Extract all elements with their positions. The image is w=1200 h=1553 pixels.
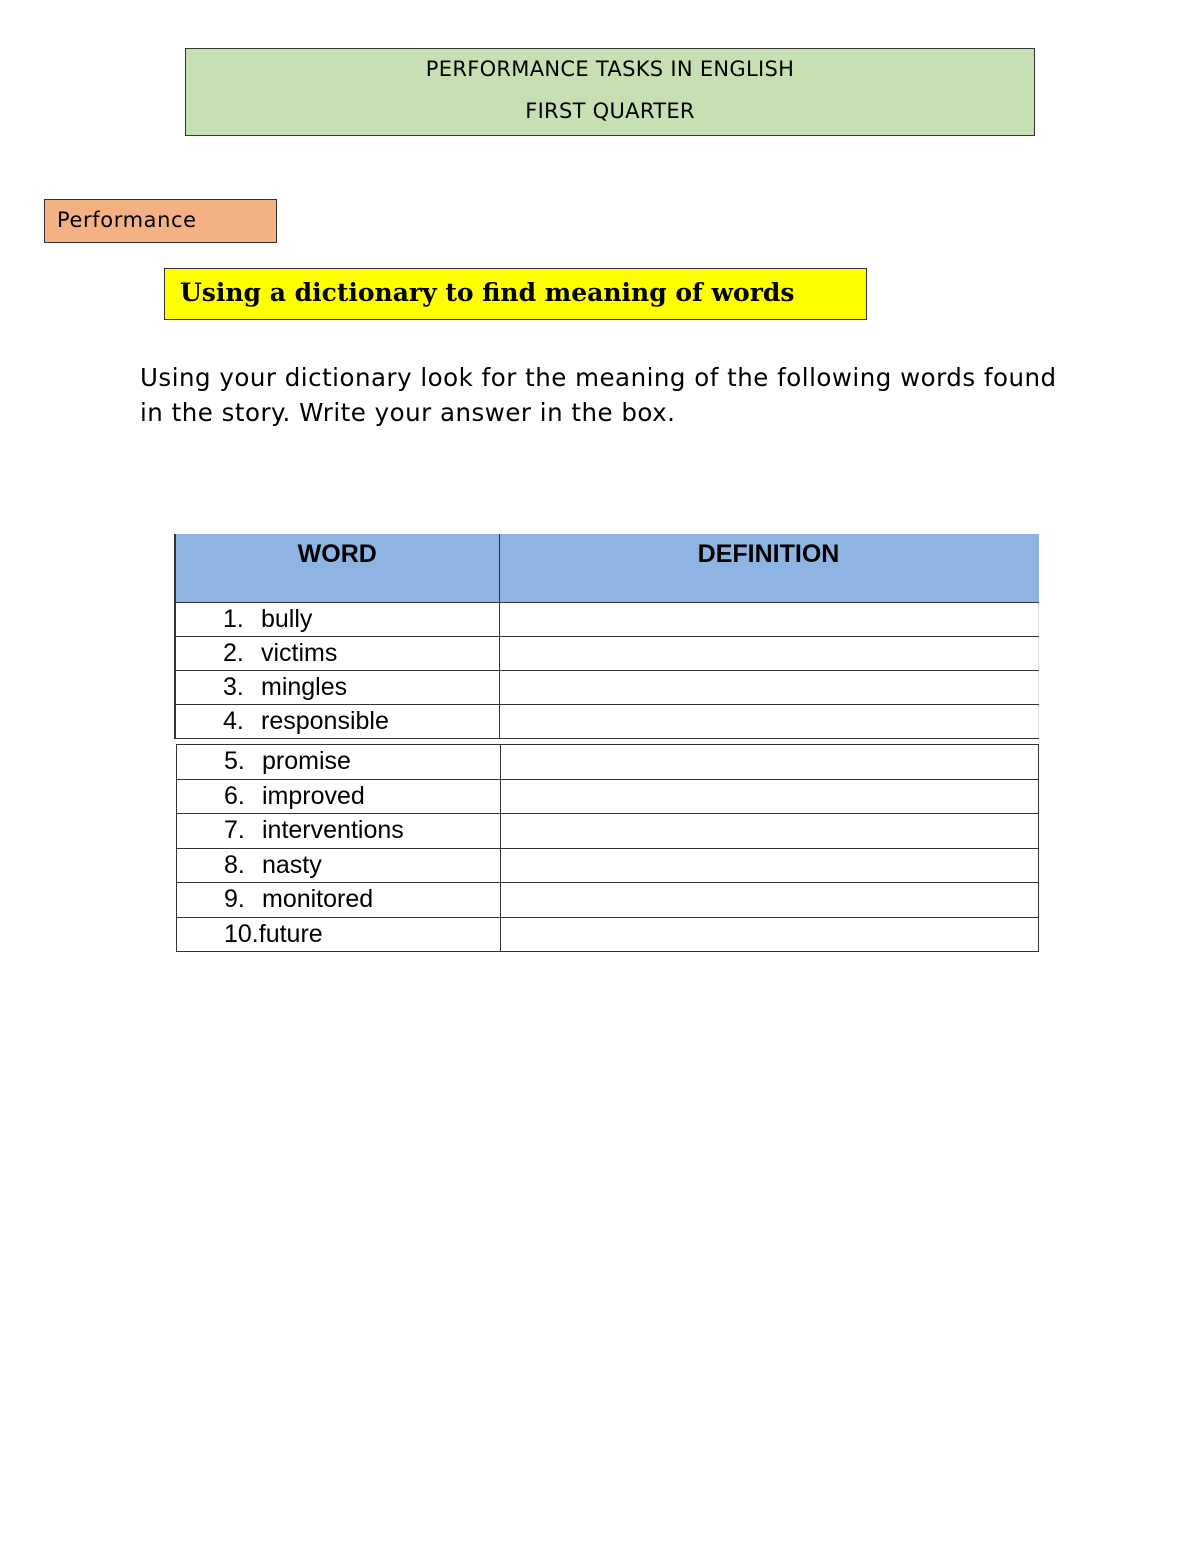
vocabulary-table-part-1 (174, 534, 1039, 739)
word-text: improved (262, 781, 365, 810)
definition-cell[interactable] (499, 671, 1038, 705)
word-cell (175, 671, 499, 705)
header-subtitle: FIRST QUARTER (525, 99, 695, 123)
item-number: 8. (224, 850, 245, 879)
word-text: mingles (261, 673, 348, 701)
item-number: 6. (224, 781, 245, 810)
definition-cell[interactable] (499, 603, 1038, 637)
word-cell (177, 745, 501, 780)
word-text: nasty (262, 850, 322, 879)
word-cell (177, 779, 501, 814)
table-header-row (175, 535, 1038, 603)
item-number: 3. (223, 673, 244, 701)
worksheet-header (185, 48, 1035, 136)
word-text: bully (261, 605, 313, 633)
word-cell (175, 705, 499, 739)
word-text: responsible (261, 707, 389, 735)
word-text: monitored (262, 885, 374, 914)
item-number: 5. (224, 747, 245, 776)
word-cell (177, 814, 501, 849)
word-cell (177, 883, 501, 918)
word-cell (175, 637, 499, 671)
task-title: Using a dictionary to find meaning of words (164, 268, 867, 320)
section-label: Performance (44, 199, 277, 243)
table-row (175, 705, 1038, 739)
definition-cell[interactable] (501, 814, 1039, 849)
word-text: victims (261, 639, 338, 667)
word-cell (177, 848, 501, 883)
item-number: 4. (223, 707, 244, 735)
table-row (175, 603, 1038, 637)
definition-cell[interactable] (501, 883, 1039, 918)
table-row (177, 779, 1039, 814)
item-number: 2. (223, 639, 244, 667)
word-text: future (258, 919, 323, 948)
word-cell (175, 603, 499, 637)
table-row (177, 848, 1039, 883)
word-text: promise (262, 747, 351, 776)
table-row (177, 814, 1039, 849)
instructions-text: Using your dictionary look for the meaning of the following words found in the story. Write your answer in the box. (140, 363, 1057, 427)
definition-cell[interactable] (501, 745, 1039, 780)
item-number: 1. (223, 605, 244, 633)
table-row (175, 671, 1038, 705)
word-text: interventions (262, 816, 404, 845)
item-number: 9. (224, 885, 245, 914)
definition-cell[interactable] (501, 848, 1039, 883)
word-cell (177, 917, 501, 952)
item-number: 7. (224, 816, 245, 845)
vocabulary-table-part-2 (176, 744, 1039, 952)
table-row (177, 883, 1039, 918)
table-row (175, 637, 1038, 671)
column-header-definition: DEFINITION (499, 535, 1038, 603)
item-number: 10. (224, 919, 259, 948)
definition-cell[interactable] (501, 779, 1039, 814)
column-header-word: WORD (175, 535, 499, 603)
table-row (177, 917, 1039, 952)
header-title: PERFORMANCE TASKS IN ENGLISH (425, 57, 795, 81)
definition-cell[interactable] (501, 917, 1039, 952)
table-row (177, 745, 1039, 780)
definition-cell[interactable] (499, 637, 1038, 671)
definition-cell[interactable] (499, 705, 1038, 739)
